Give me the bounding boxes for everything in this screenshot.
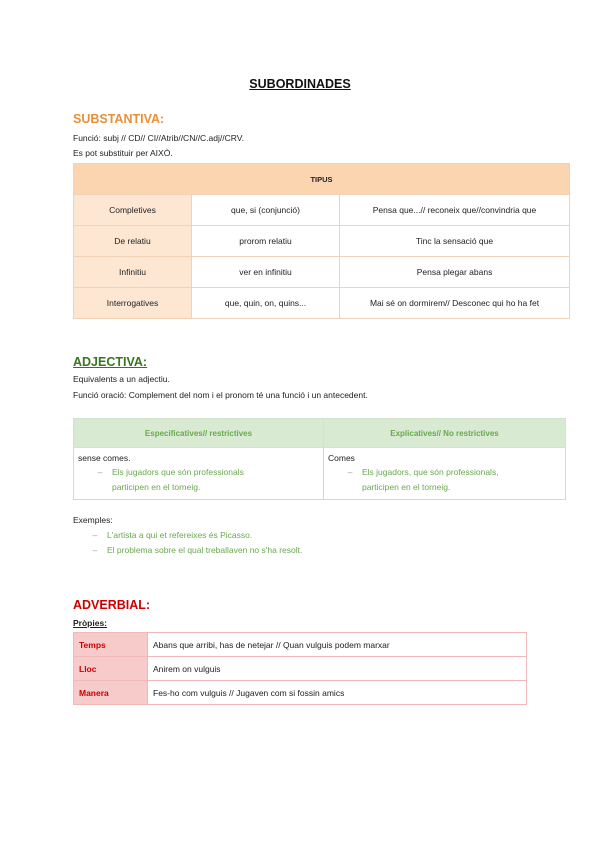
type-cell: Temps: [74, 633, 148, 657]
explicatives-header: Explicatives// No restrictives: [324, 419, 566, 448]
page-title: SUBORDINADES: [249, 77, 351, 91]
example-cell: Pensa que...// reconeix que//convindria que: [340, 195, 570, 226]
substantiva-table: [73, 163, 570, 319]
examples-list: [73, 528, 302, 558]
type-cell: De relatiu: [74, 226, 192, 257]
dash-bullet-icon: –: [92, 530, 98, 540]
table-row: [74, 288, 570, 319]
bullet-text: participen en el torneig.: [362, 482, 451, 492]
type-cell: Lloc: [74, 657, 148, 681]
form-cell: prorom relatiu: [192, 226, 340, 257]
table-row: [74, 257, 570, 288]
explicatives-cell: [324, 448, 566, 500]
type-cell: Completives: [74, 195, 192, 226]
table-row: [74, 226, 570, 257]
adverbial-heading: ADVERBIAL:: [73, 598, 151, 612]
adverbial-table: [73, 632, 527, 705]
form-cell: que, si (conjunció): [192, 195, 340, 226]
list-item: [73, 543, 302, 558]
bullet-text: Els jugadors que són professionals: [112, 467, 244, 477]
adjectiva-equivalence-line: Equivalents a un adjectiu.: [73, 374, 170, 384]
explicatives-title: Comes: [328, 453, 355, 463]
bullet-text: participen en el torneig.: [112, 482, 201, 492]
especificatives-cell: [74, 448, 324, 500]
example-cell: Abans que arribi, has de netejar // Quan vulguis podem marxar: [148, 633, 527, 657]
substantiva-function-line: Funció: subj // CD// CI//Atrib//CN//C.adj//CRV.: [73, 133, 245, 143]
especificatives-header: Especificatives// restrictives: [74, 419, 324, 448]
table-row: [74, 681, 527, 705]
table-row: [74, 195, 570, 226]
type-cell: Manera: [74, 681, 148, 705]
list-item: [78, 465, 319, 495]
form-cell: ver en infinitiu: [192, 257, 340, 288]
bullet-text: Els jugadors, que són professionals,: [362, 467, 499, 477]
example-cell: Anirem on vulguis: [148, 657, 527, 681]
example-text: El problema sobre el qual treballaven no s'ha resolt.: [107, 545, 303, 555]
list-item: [328, 465, 561, 495]
especificatives-title: sense comes.: [78, 453, 131, 463]
example-text: L'artista a qui et refereixes és Picasso.: [107, 530, 253, 540]
example-cell: Mai sé on dormirem// Desconec qui ho ha fet: [340, 288, 570, 319]
examples-label: Exemples:: [73, 515, 113, 525]
substantiva-table-header: TIPUS: [74, 164, 570, 195]
list-item: [73, 528, 302, 543]
example-cell: Pensa plegar abans: [340, 257, 570, 288]
example-cell: Fes-ho com vulguis // Jugaven com si fossin amics: [148, 681, 527, 705]
example-cell: Tinc la sensació que: [340, 226, 570, 257]
adverbial-subheading: Pròpies:: [73, 618, 108, 628]
substantiva-table-header-row: [74, 164, 570, 195]
table-row: [74, 657, 527, 681]
type-cell: Infinitiu: [74, 257, 192, 288]
substantiva-substitution-line: Es pot substituir per AIXÒ.: [73, 148, 173, 158]
adjectiva-function-line: Funció oració: Complement del nom i el pronom té una funció i un antecedent.: [73, 390, 368, 400]
substantiva-heading: SUBSTANTIVA:: [73, 112, 165, 126]
table-row: [74, 448, 566, 500]
dash-bullet-icon: –: [92, 545, 98, 555]
adjectiva-table-header-row: [74, 419, 566, 448]
adjectiva-heading: ADJECTIVA:: [73, 355, 148, 369]
table-row: [74, 633, 527, 657]
type-cell: Interrogatives: [74, 288, 192, 319]
dash-bullet-icon: –: [347, 467, 353, 477]
adjectiva-table: [73, 418, 566, 500]
dash-bullet-icon: –: [97, 467, 103, 477]
form-cell: que, quin, on, quins...: [192, 288, 340, 319]
